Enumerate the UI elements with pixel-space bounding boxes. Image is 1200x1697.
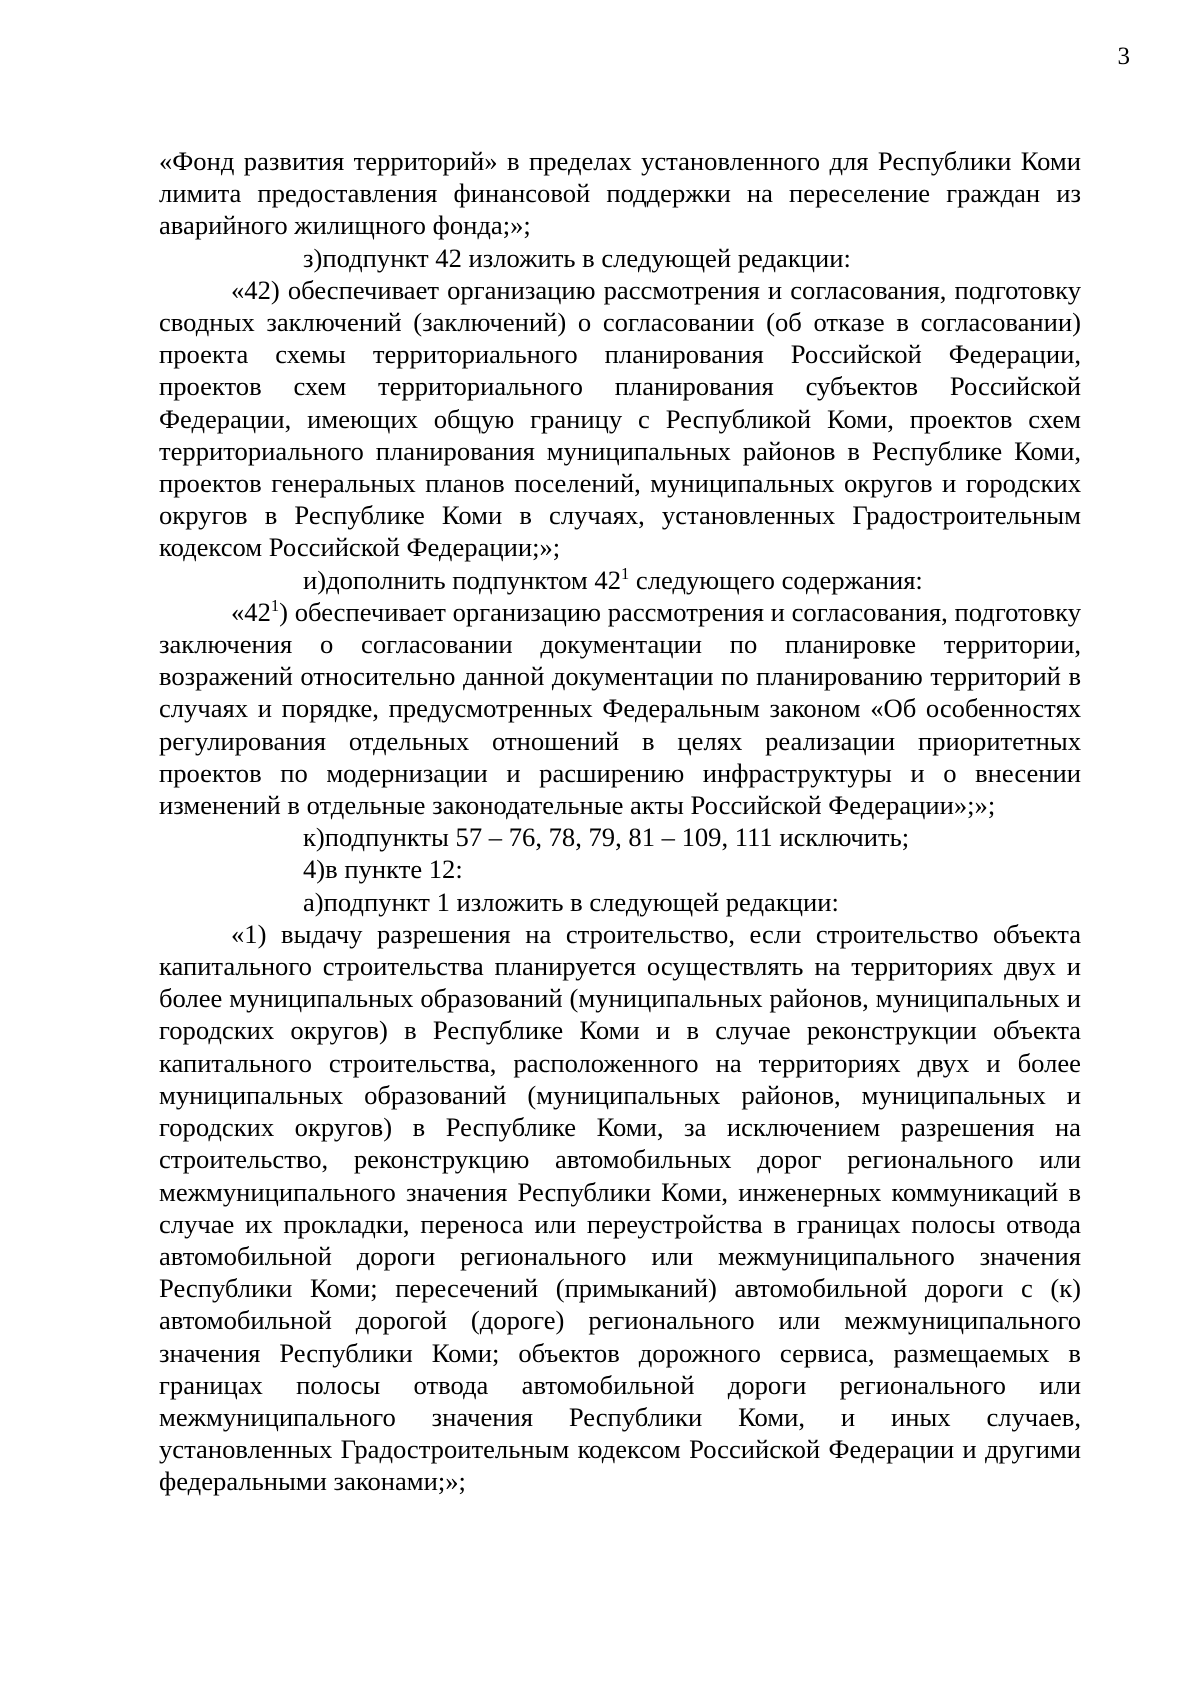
list-item (159, 853, 1081, 885)
paragraph-text: «42) обеспечивает организацию рассмотрения и согласования, подготовку сводных заключений (заключений) о согласовании (об отказе в согласовании) проекта схемы территориального планирования Российской Федерации, проектов схем территориального планирования субъектов Российской Федерации, имеющих общую границу с Республикой Коми, проектов схем территориального планирования муниципальных районов в Республике Коми, проектов генеральных планов поселений, муниципальных округов и городских округов в Республике Коми в случаях, установленных Градостроительным кодексом Российской Федерации;»; (159, 274, 1081, 563)
list-item-text: подпункты 57 – 76, 78, 79, 81 – 109, 111 исключить; (324, 822, 910, 853)
paragraph (159, 918, 1081, 1498)
paragraph-text: «42 (231, 596, 271, 627)
list-item-text-tail: следующего содержания: (629, 564, 923, 595)
list-item-text: в пункте 12: (325, 854, 463, 885)
paragraph (159, 274, 1081, 564)
list-item (159, 242, 1081, 274)
list-item-text: подпункт 42 изложить в следующей редакции: (322, 242, 851, 273)
list-item (159, 886, 1081, 918)
superscript: 1 (270, 595, 280, 615)
list-item-label: к) (303, 822, 325, 853)
list-item-text: дополнить подпунктом 42 (326, 564, 621, 595)
list-item-text: подпункт 1 изложить в следующей редакции: (323, 886, 839, 917)
paragraph (159, 596, 1081, 821)
document-body (159, 145, 1081, 1498)
list-item-label: и) (303, 564, 327, 595)
list-item (159, 564, 1081, 596)
list-item (159, 821, 1081, 853)
page-number: 3 (1117, 43, 1130, 70)
superscript: 1 (621, 563, 630, 583)
list-item-label: а) (303, 886, 324, 917)
list-item-label: 4) (303, 854, 326, 885)
paragraph (159, 145, 1081, 242)
paragraph-text-tail: ) обеспечивает организацию рассмотрения и согласования, подготовку заключения о согласовании документации по планировке территории, возражений относительно данной документации по планированию территорий в случаях и порядке, предусмотренных Федеральным законом «Об особенностях регулирования отдельных отношений в целях реализации приоритетных проектов по модернизации и расширению инфраструктуры и о внесении изменений в отдельные законодательные акты Российской Федерации»;»; (159, 596, 1081, 821)
paragraph-text: «Фонд развития территорий» в пределах установленного для Республики Коми лимита предоставления финансовой поддержки на переселение граждан из аварийного жилищного фонда;»; (159, 146, 1081, 241)
list-item-label: з) (303, 242, 323, 273)
paragraph-text: «1) выдачу разрешения на строительство, если строительство объекта капитального строительства планируется осуществлять на территориях двух и более муниципальных образований (муниципальных районов, муниципальных и городских округов) в Республике Коми и в случае реконструкции объекта капитального строительства, расположенного на территориях двух и более муниципальных образований (муниципальных районов, муниципальных и городских округов) в Республике Коми, за исключением разрешения на строительство, реконструкцию автомобильных дорог регионального или межмуниципального значения Республики Коми, инженерных коммуникаций в случае их прокладки, переноса или переустройства в границах полосы отвода автомобильной дороги регионального или межмуниципального значения Республики Коми; пересечений (примыканий) автомобильной дороги с (к) автомобильной дорогой (дороге) регионального или межмуниципального значения Республики Коми; объектов дорожного сервиса, размещаемых в границах полосы отвода автомобильной дороги регионального или межмуниципального значения Республики Коми, и иных случаев, установленных Градостроительным кодексом Российской Федерации и другими федеральными законами;»; (159, 918, 1081, 1497)
